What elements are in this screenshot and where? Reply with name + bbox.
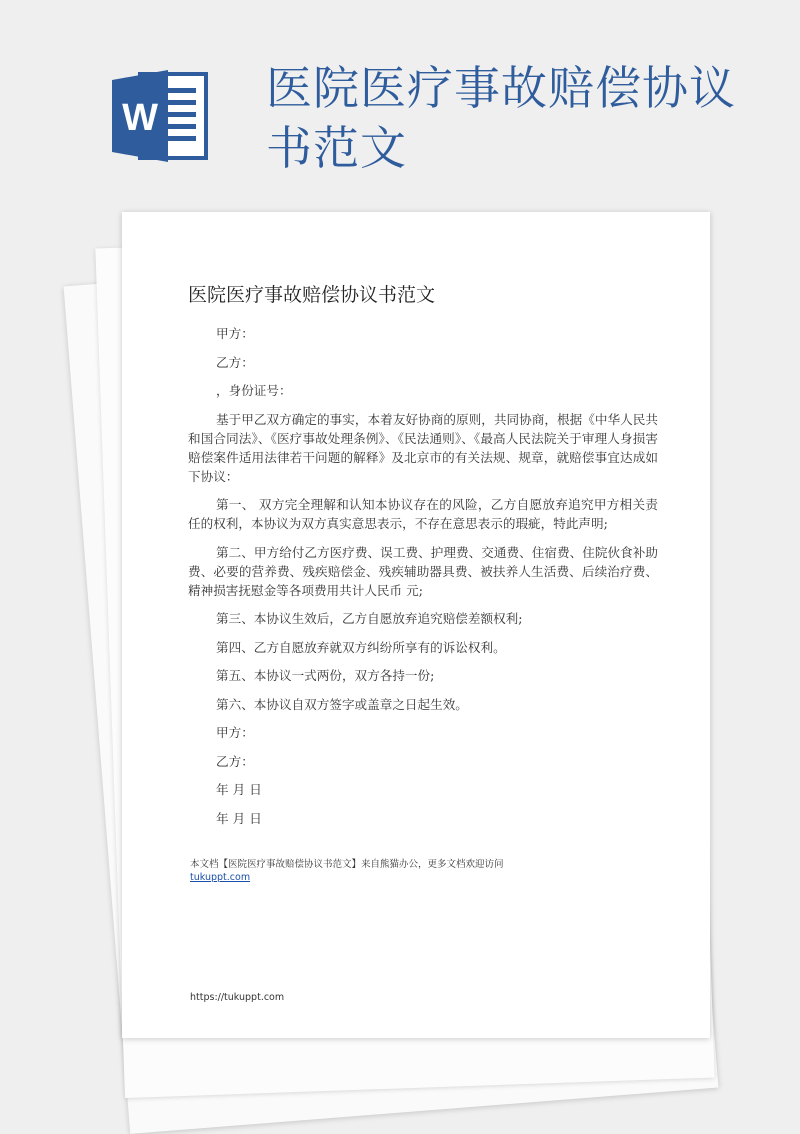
word-icon-letter: W bbox=[122, 97, 158, 139]
signature-date-2: 年 月 日 bbox=[216, 810, 262, 826]
clause-6: 第六、本协议自双方签字或盖章之日起生效。 bbox=[216, 696, 468, 712]
page-footer-url[interactable]: https://tukuppt.com bbox=[190, 992, 285, 1003]
preamble-paragraph: 基于甲乙双方确定的事实，本着友好协商的原则，共同协商，根据《中华人民共和国合同法》、《医疗事故处理条例》、《民法通则》、《最高人民法院关于审理人身损害赔偿案件适用法律若干问题的解释》及北京市的有关法规、规章，就赔偿事宜达成如下协议： bbox=[188, 411, 658, 484]
signature-party-a: 甲方： bbox=[216, 725, 254, 740]
clause-3: 第三、本协议生效后，乙方自愿放弃追究赔偿差额权利; bbox=[216, 611, 523, 626]
word-document-icon bbox=[110, 66, 214, 166]
party-b-line: 乙方： bbox=[216, 354, 254, 370]
document-title: 医院医疗事故赔偿协议书范文 bbox=[188, 284, 436, 306]
footnote-text: 本文档【医院医疗事故赔偿协议书范文】来自熊猫办公，更多文档欢迎访问 bbox=[190, 859, 504, 870]
document-page bbox=[122, 212, 710, 1038]
clause-2: 第二、甲方给付乙方医疗费、误工费、护理费、交通费、住宿费、住院伙食补助费、必要的营养费、残疾赔偿金、残疾辅助器具费、被扶养人生活费、后续治疗费、精神损害抚慰金等各项费用共计人民币 元; bbox=[188, 544, 658, 598]
document-body bbox=[188, 324, 658, 837]
clause-5: 第五、本协议一式两份，双方各持一份; bbox=[216, 668, 435, 683]
signature-date-1: 年 月 日 bbox=[216, 782, 262, 797]
clause-1: 第一、 双方完全理解和认知本协议存在的风险，乙方自愿放弃追究甲方相关责任的权利，本协议为双方真实意思表示，不存在意思表示的瑕疵，特此声明; bbox=[188, 497, 658, 531]
header-title: 医院医疗事故赔偿协议书范文 bbox=[266, 61, 736, 175]
clause-4: 第四、乙方自愿放弃就双方纠纷所享有的诉讼权利。 bbox=[216, 639, 506, 655]
source-footnote bbox=[190, 858, 670, 884]
party-a-line: 甲方： bbox=[216, 326, 254, 341]
footnote-link[interactable]: tukuppt.com bbox=[190, 872, 251, 883]
signature-party-b: 乙方： bbox=[216, 753, 254, 769]
id-number-line: ，身份证号： bbox=[216, 383, 292, 398]
